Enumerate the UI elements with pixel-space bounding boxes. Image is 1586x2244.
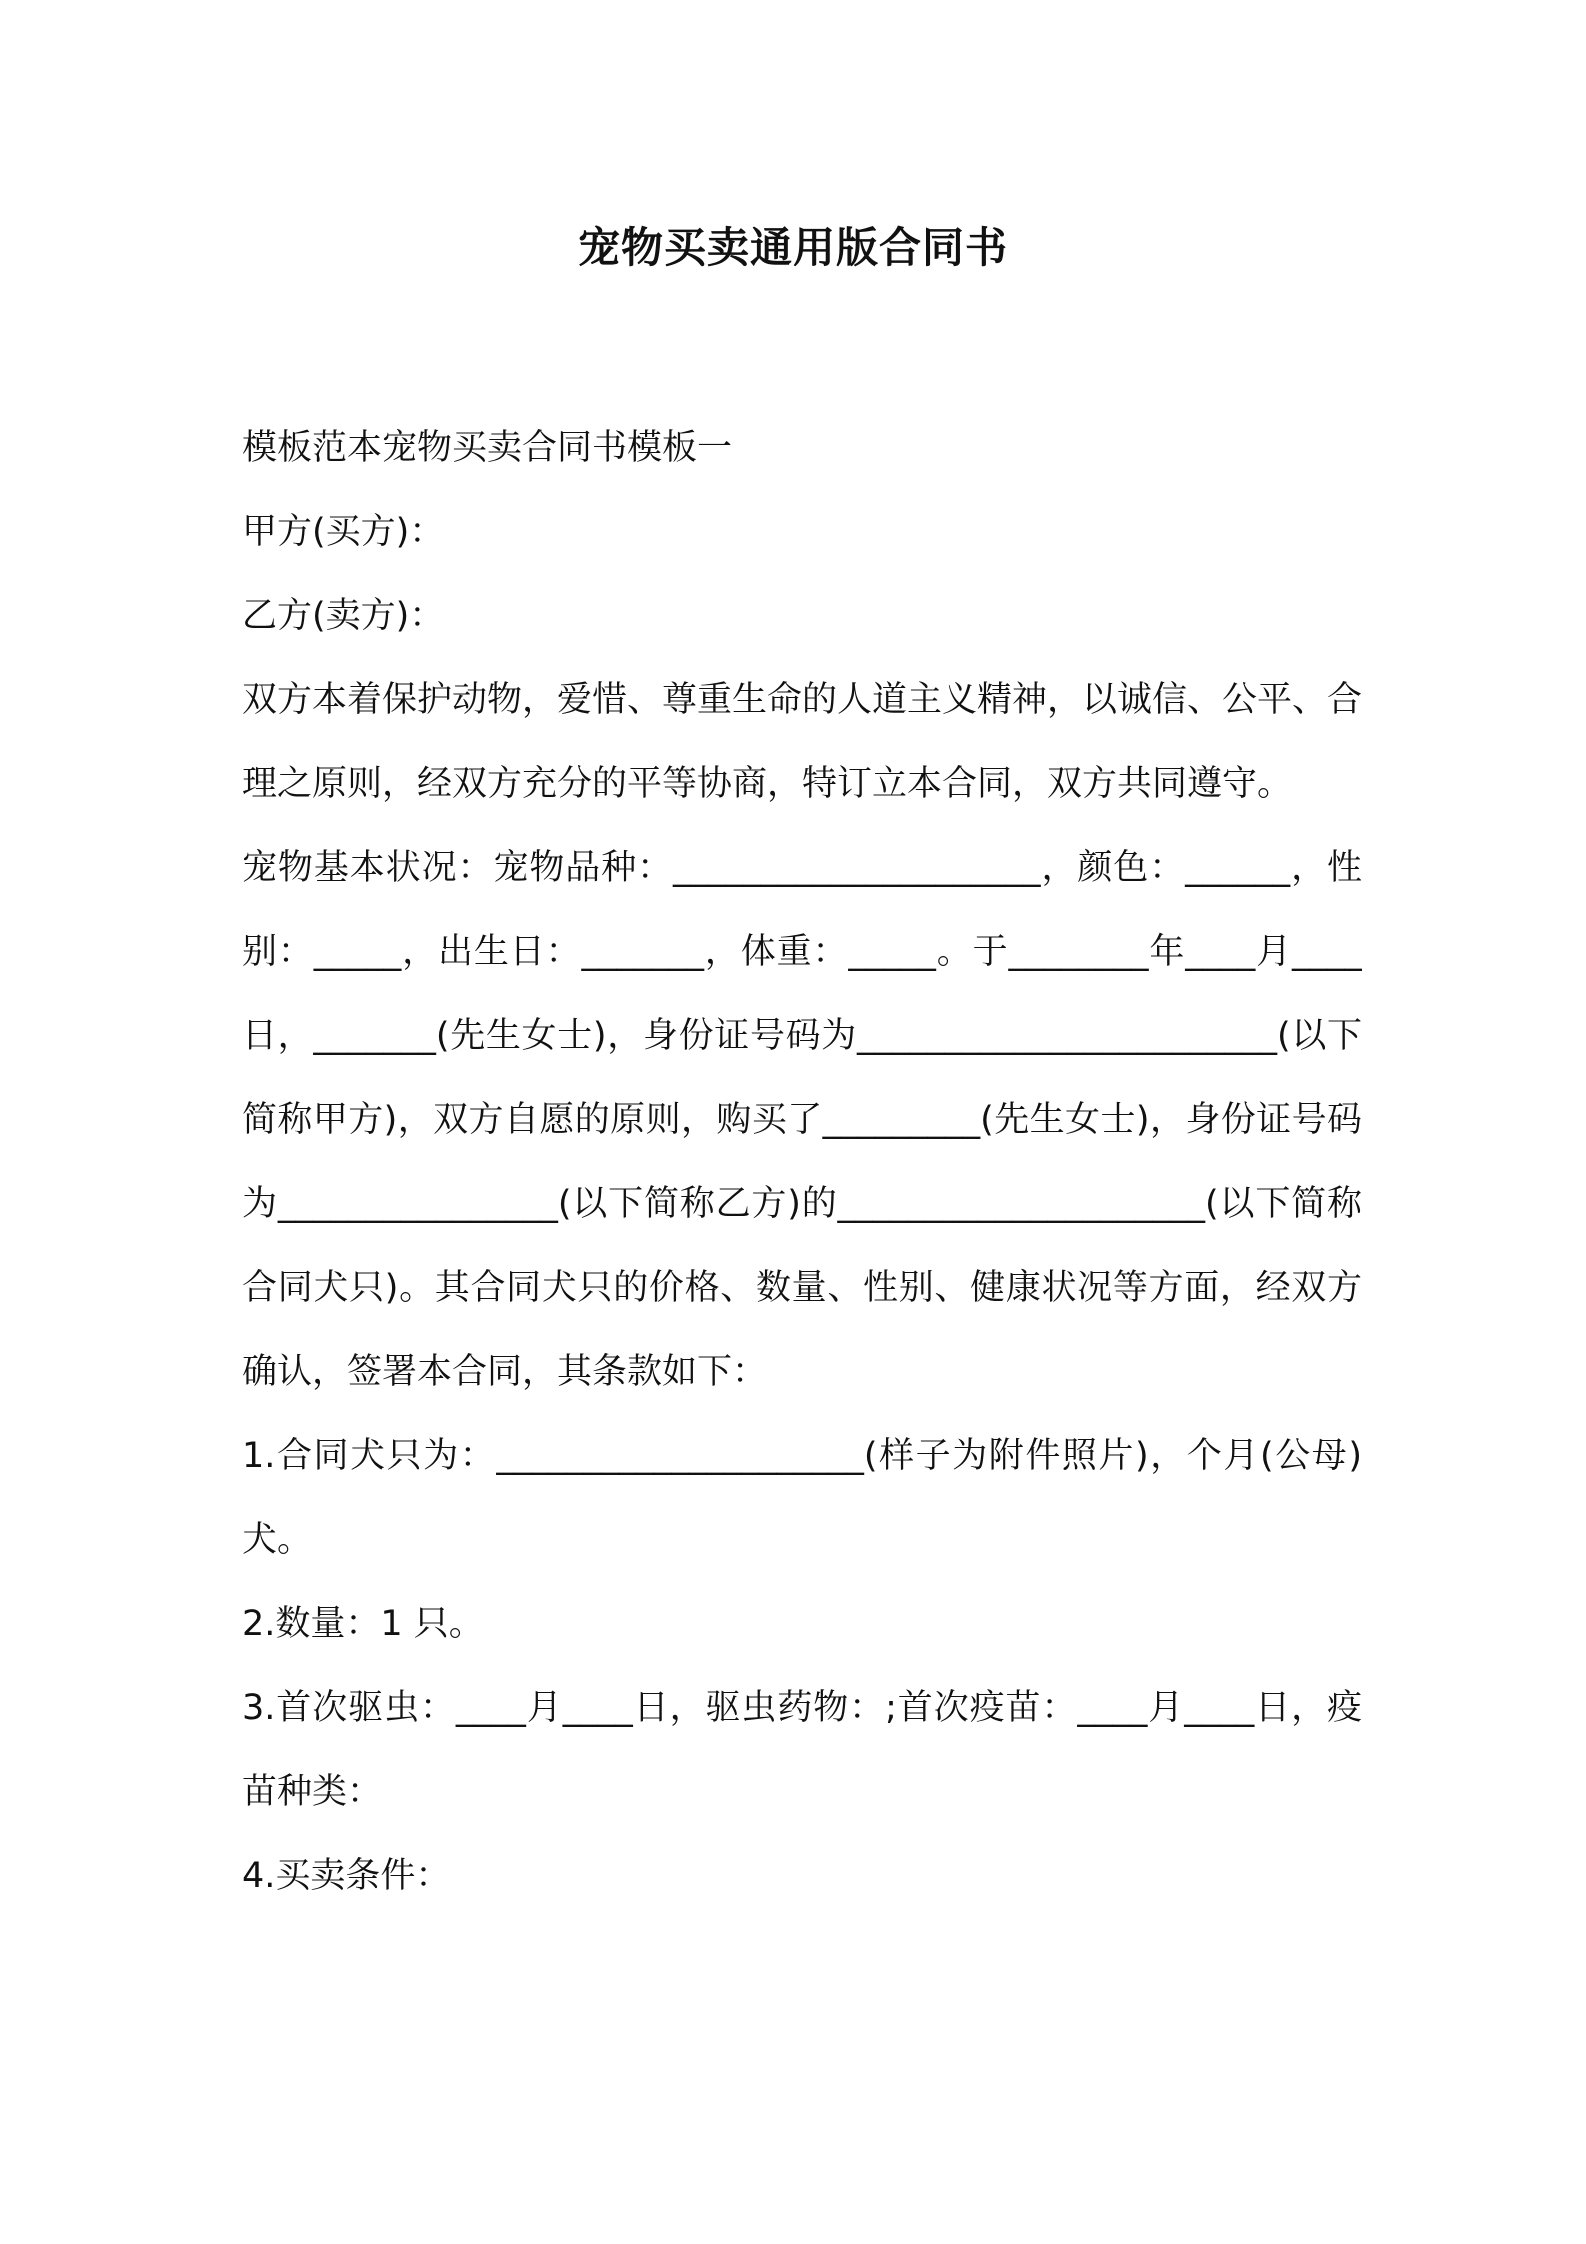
preamble-paragraph: 双方本着保护动物，爱惜、尊重生命的人道主义精神，以诚信、公平、合理之原则，经双方充分的平等协商，特订立本合同，双方共同遵守。 xyxy=(242,680,1362,804)
clause-1: 1.合同犬只为：_____________________(样子为附件照片)，个月(公母)犬。 xyxy=(242,1436,1362,1560)
clause-3: 3.首次驱虫：____月____日，驱虫药物：;首次疫苗：____月____日，疫苗种类： xyxy=(242,1688,1362,1812)
party-b-line: 乙方(卖方)： xyxy=(242,596,445,636)
document-title: 宠物买卖通用版合同书 xyxy=(577,223,1008,272)
party-a-line: 甲方(买方)： xyxy=(242,512,445,552)
template-subtitle: 模板范本宠物买卖合同书模板一 xyxy=(242,428,733,468)
clause-4: 4.买卖条件： xyxy=(242,1856,451,1896)
pet-status-paragraph: 宠物基本状况：宠物品种：_____________________，颜色：______，性别：_____，出生日：_______，体重：_____。于________年____月____日，_______(先生女士)，身份证号码为________________________(以下简称甲方)，双方自愿的原则，购买了_________(先生女士)，身份证号码为________________(以下简称乙方)的_____________________(以下简称合同犬只)。其合同犬只的价格、数量、性别、健康状况等方面，经双方确认，签署本合同，其条款如下： xyxy=(242,848,1362,1392)
clause-2: 2.数量：1 只。 xyxy=(242,1604,484,1644)
document-body xyxy=(242,406,1362,1918)
